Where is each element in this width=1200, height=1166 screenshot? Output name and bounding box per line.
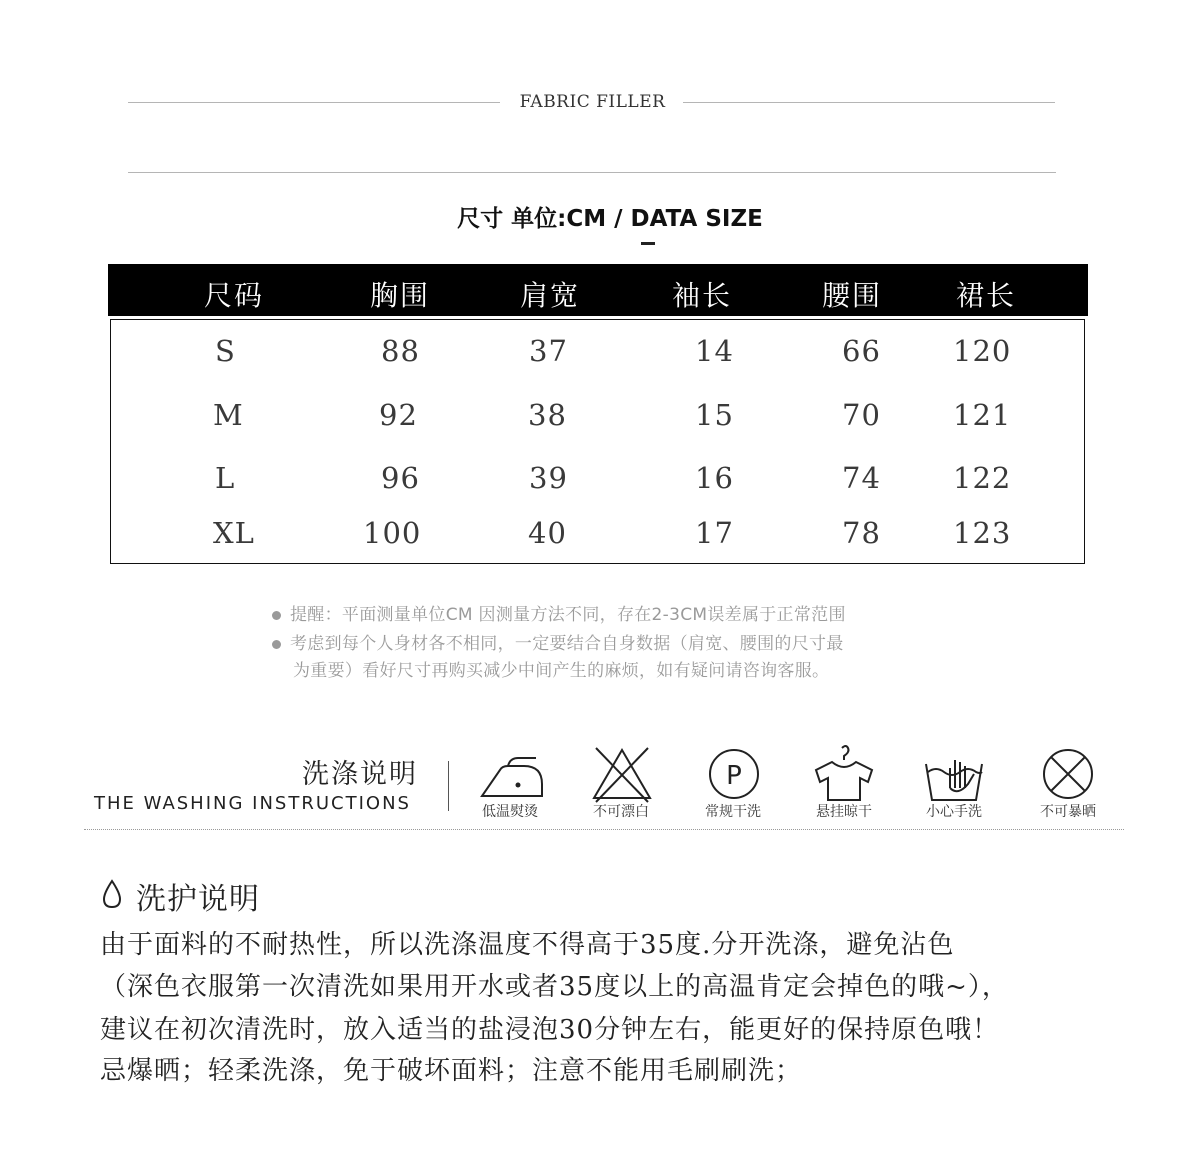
dry-clean-p-icon [694, 744, 774, 804]
hand-wash-icon [914, 744, 994, 804]
cell-shoulder: 40 [528, 516, 567, 550]
care-line: 忌爆晒；轻柔洗涤，免于破坏面料；注意不能用毛刷刷洗； [100, 1056, 803, 1086]
cell-sleeve: 16 [695, 461, 734, 495]
fabric-filler-title: FABRIC FILLER [519, 92, 666, 112]
cell-size: XL [213, 516, 255, 550]
note-advice-cont: 为重要）看好尺寸再购买减少中间产生的麻烦，如有疑问请咨询客服。 [293, 661, 830, 681]
header-sleeve: 袖长 [672, 279, 733, 312]
note-text: 考虑到每个人身材各不相同，一定要结合自身数据（肩宽、腰围的尺寸最 [290, 634, 844, 654]
dotted-separator [84, 829, 1124, 830]
washing-title-en: THE WASHING INSTRUCTIONS [94, 793, 411, 814]
water-drop-icon [101, 879, 123, 909]
size-section-title: 尺寸 单位:CM / DATA SIZE [457, 206, 763, 232]
bullet-dot [272, 640, 281, 649]
cell-sleeve: 15 [695, 398, 734, 432]
header-shoulder: 肩宽 [520, 279, 581, 312]
size-table-header [108, 264, 1088, 316]
cell-shoulder: 39 [529, 461, 568, 495]
cell-waist: 74 [842, 461, 881, 495]
header-waist: 腰围 [822, 279, 883, 312]
cell-length: 121 [953, 398, 1012, 432]
washing-title-cn: 洗涤说明 [302, 759, 418, 790]
hand-wash-label: 小心手洗 [926, 804, 982, 820]
cell-length: 120 [953, 334, 1012, 368]
dry-clean-label: 常规干洗 [705, 804, 761, 820]
header-bust: 胸围 [370, 279, 431, 312]
header-length: 裙长 [956, 279, 1017, 312]
size-table-body [110, 319, 1085, 564]
cell-size: M [213, 398, 244, 432]
cell-bust: 92 [379, 398, 418, 432]
cell-bust: 88 [381, 334, 420, 368]
hang-dry-icon [804, 744, 884, 804]
header-size: 尺码 [204, 279, 265, 312]
svg-text:P: P [726, 761, 742, 791]
hang-dry-label: 悬挂晾干 [816, 804, 872, 820]
iron-low-temp-icon [472, 744, 552, 804]
cell-shoulder: 38 [528, 398, 567, 432]
title-underline [641, 242, 655, 245]
cell-size: L [215, 461, 236, 495]
cell-shoulder: 37 [529, 334, 568, 368]
care-line: 建议在初次清洗时，放入适当的盐浸泡30分钟左右，能更好的保持原色哦！ [100, 1015, 1000, 1045]
cell-sleeve: 17 [695, 516, 734, 550]
care-line: （深色衣服第一次清洗如果用开水或者35度以上的高温肯定会掉色的哦~）， [100, 972, 1009, 1002]
iron-label: 低温熨烫 [482, 804, 538, 820]
cell-bust: 96 [381, 461, 420, 495]
care-title: 洗护说明 [136, 882, 260, 917]
cell-sleeve: 14 [695, 334, 734, 368]
no-sun-dry-label: 不可暴晒 [1040, 804, 1096, 820]
cell-length: 122 [953, 461, 1012, 495]
no-bleach-label: 不可漂白 [593, 804, 649, 820]
cell-length: 123 [953, 516, 1012, 550]
cell-bust: 100 [363, 516, 422, 550]
cell-waist: 70 [842, 398, 881, 432]
header-line-right [683, 102, 1055, 103]
no-bleach-icon [582, 744, 662, 804]
header-line-full [128, 172, 1056, 173]
header-line-left [128, 102, 500, 103]
washing-divider [448, 761, 449, 811]
no-sun-dry-icon [1028, 744, 1108, 804]
note-advice [272, 629, 844, 654]
cell-size: S [215, 334, 236, 368]
cell-waist: 66 [842, 334, 881, 368]
note-reminder [272, 600, 846, 625]
bullet-dot [272, 611, 281, 620]
care-line: 由于面料的不耐热性，所以洗涤温度不得高于35度.分开洗涤，避免沾色 [100, 930, 955, 960]
note-text: 提醒：平面测量单位CM 因测量方法不同，存在2-3CM误差属于正常范围 [290, 605, 846, 625]
cell-waist: 78 [842, 516, 881, 550]
